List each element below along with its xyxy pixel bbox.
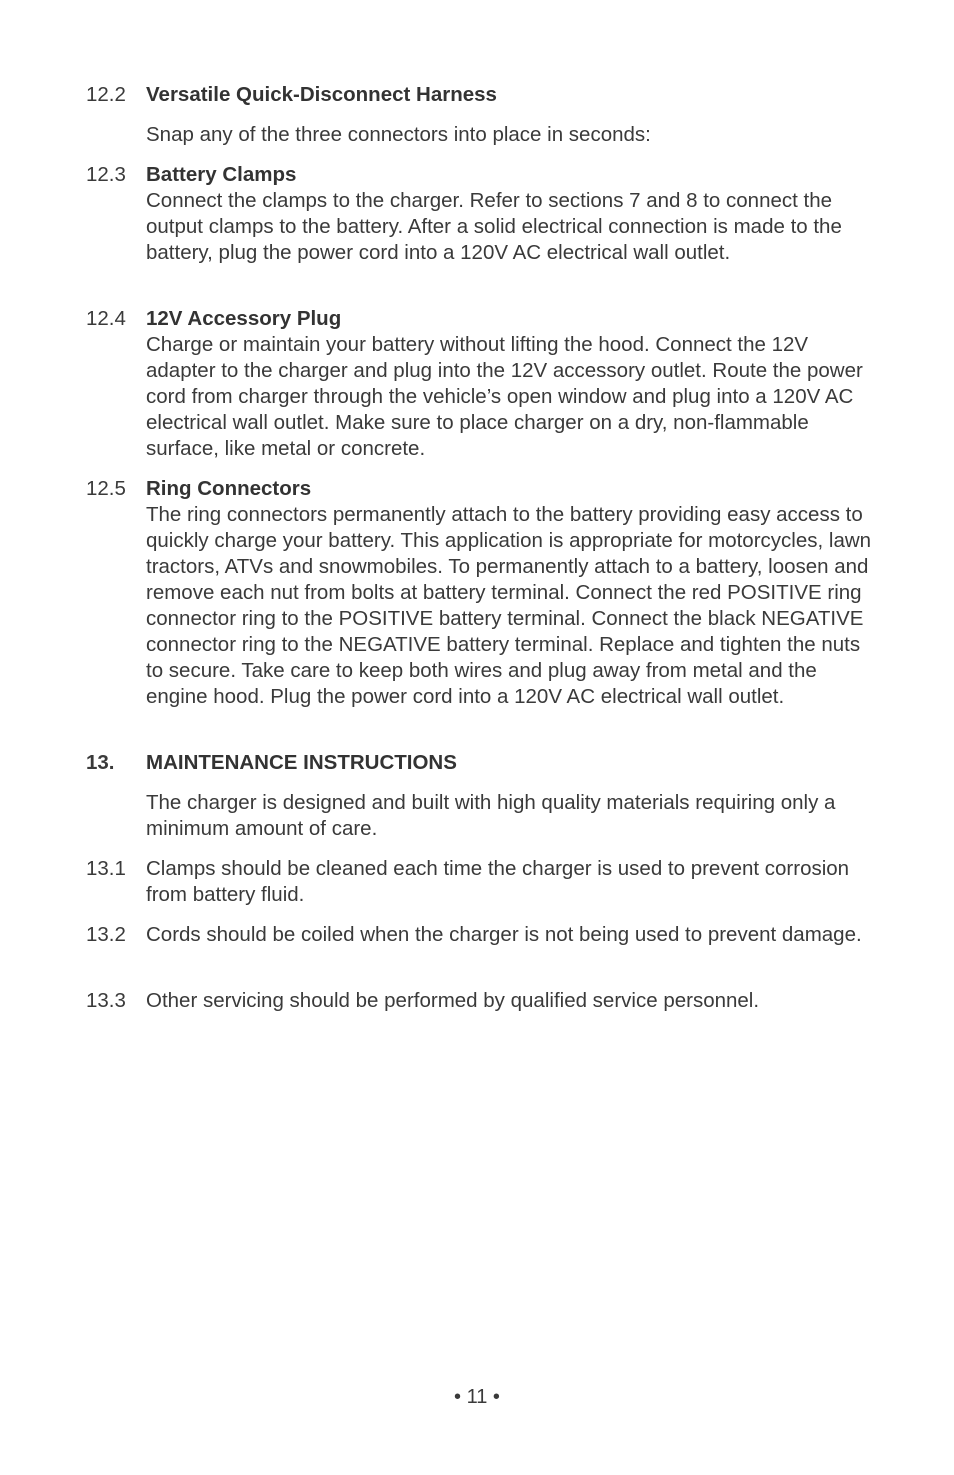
section-number: 12.2: [86, 83, 126, 106]
section-text: Cords should be coiled when the charger is not being used to prevent damage.: [146, 923, 862, 946]
section-number: 13.: [86, 751, 115, 774]
section-text: Clamps should be cleaned each time the charger is used to prevent corrosion from battery fluid.: [146, 857, 850, 906]
section-text: Other servicing should be performed by qualified service personnel.: [146, 989, 760, 1012]
section-number: 12.3: [86, 163, 126, 186]
section-heading: MAINTENANCE INSTRUCTIONS: [146, 751, 457, 774]
section-number: 13.2: [86, 923, 126, 946]
page-number: • 11 •: [454, 1386, 500, 1408]
section-heading: Versatile Quick-Disconnect Harness: [146, 83, 497, 106]
section-text: Charge or maintain your battery without lifting the hood. Connect the 12V adapter to the charger and plug into the 12V accessory outlet. Route the power cord from charger through the vehicle’s open window and plug into a 120V AC electrical wall outlet. Make sure to place charger on a dry, non-flammable surface, like metal or concrete.: [146, 333, 863, 460]
section-number: 12.5: [86, 477, 126, 500]
section-heading: Battery Clamps: [146, 163, 297, 186]
section-number: 12.4: [86, 307, 126, 330]
section-text: The ring connectors permanently attach to the battery providing easy access to quickly charge your battery. This application is appropriate for motorcycles, lawn tractors, ATVs and snowmobiles. To permanently attach to a battery, loosen and remove each nut from bolts at battery terminal. Connect the red POSITIVE ring connector ring to the POSITIVE battery terminal. Connect the black NEGATIVE connector ring to the NEGATIVE battery terminal. Replace and tighten the nuts to secure. Take care to keep both wires and plug away from metal and the engine hood. Plug the power cord into a 120V AC electrical wall outlet.: [146, 503, 872, 708]
section-heading: Ring Connectors: [146, 477, 312, 500]
section-number: 13.1: [86, 857, 126, 880]
section-heading: 12V Accessory Plug: [146, 307, 342, 330]
section-text: Connect the clamps to the charger. Refer to sections 7 and 8 to connect the output clamps to the battery. After a solid electrical connection is made to the battery, plug the power cord into a 120V AC electrical wall outlet.: [146, 189, 842, 264]
section-text: Snap any of the three connectors into place in seconds:: [146, 123, 651, 146]
section-number: 13.3: [86, 989, 126, 1012]
section-text: The charger is designed and built with high quality materials requiring only a minimum amount of care.: [146, 791, 836, 840]
